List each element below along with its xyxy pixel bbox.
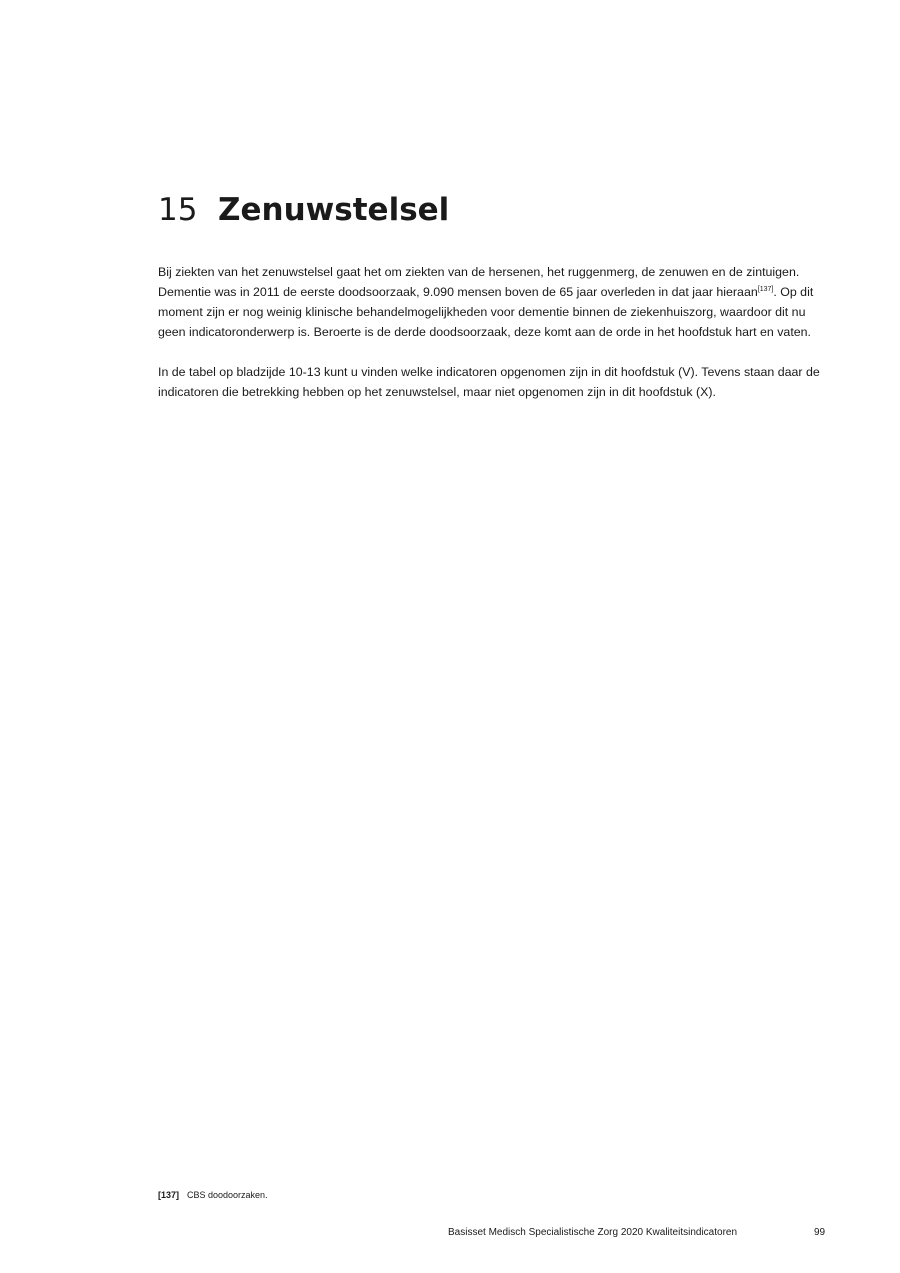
chapter-number: 15 [158,192,198,228]
intro-paragraph [158,262,830,342]
chapter-body [158,262,830,422]
footnote [158,1188,268,1202]
footnote-text: CBS doodoorzaken. [187,1190,268,1200]
chapter-heading [158,188,449,232]
table-reference-paragraph: In de tabel op bladzijde 10-13 kunt u vinden welke indicatoren opgenomen zijn in dit hoofdstuk (V). Tevens staan daar de indicatoren die betrekking hebben op het zenuwstelsel, maar niet opgenomen zijn in dit hoofdstuk (X). [158,365,820,399]
page-number: 99 [814,1227,826,1238]
chapter-title: Zenuwstelsel [218,192,450,228]
intro-paragraph-text-start: Bij ziekten van het zenuwstelsel gaat het om ziekten van de hersenen, het ruggenmerg, de zenuwen en de zintuigen. Dementie was in 2011 de eerste doodsoorzaak, 9.090 mensen boven de 65 jaar overleden in dat jaar hieraan [158,265,800,299]
intro-paragraph-text-end: . Op dit moment zijn er nog weinig klinische behandelmogelijkheden voor dementie binnen de ziekenhuiszorg, waardoor dit nu geen indicatoronderwerp is. Beroerte is de derde doodsoorzaak, deze komt aan de orde in het hoofdstuk hart en vaten. [158,285,814,339]
footer-document-title: Basisset Medisch Specialistische Zorg 2020 Kwaliteitsindicatoren [448,1227,738,1238]
footnote-number: [137] [158,1190,180,1200]
footnote-reference[interactable]: [137] [757,286,774,293]
